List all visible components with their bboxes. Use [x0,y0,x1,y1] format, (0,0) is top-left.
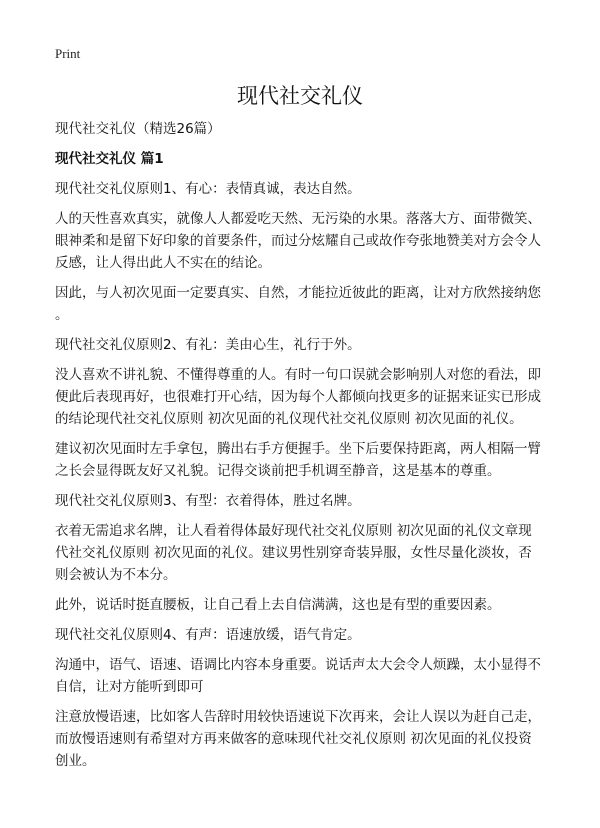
paragraph-line: 。 [55,307,69,323]
paragraph-line: 便此后表现再好，也很难打开心结，因为每个人都倾向找更多的证据来证实已形成 [55,389,541,405]
paragraph [55,706,555,772]
paragraph-line: 建议初次见面时左手拿包，腾出右手方便握手。坐下后要保持距离，两人相隔一臂 [55,441,541,457]
paragraph [55,594,555,616]
paragraph-line: 注意放慢语速，比如客人告辞时用较快语速说下次再来，会让人误以为赶自己走， [55,709,541,725]
document-subtitle: 现代社交礼仪（精选26篇） [55,121,221,137]
paragraph-line: 则会被认为不本分。 [55,567,177,583]
paragraph-line: 之长会显得既友好又礼貌。记得交谈前把手机调至静音，这是基本的尊重。 [55,463,501,479]
paragraph [55,178,555,200]
paragraph-line: 现代社交礼仪原则1、有心：表情真诚，表达自然。 [55,181,361,197]
paragraph-line: 的结论现代社交礼仪原则 初次见面的礼仪现代社交礼仪原则 初次见面的礼仪。 [55,411,523,427]
paragraph [55,282,555,326]
paragraph-list [55,178,555,772]
paragraph-line: 眼神柔和是留下好印象的首要条件，而过分炫耀自己或故作夸张地赞美对方会令人 [55,233,541,249]
paragraph-line: 代社交礼仪原则 初次见面的礼仪。建议男性别穿奇装异服，女性尽量化淡妆，否 [55,545,532,561]
paragraph-line: 因此，与人初次见面一定要真实、自然，才能拉近彼此的距离，让对方欣然接纳您 [55,285,541,301]
paragraph-line: 现代社交礼仪原则4、有声：语速放缓，语气肯定。 [55,627,361,643]
paragraph [55,364,555,430]
document-body [55,118,555,780]
paragraph-line: 人的天性喜欢真实，就像人人都爱吃天然、无污染的水果。落落大方、面带微笑、 [55,211,541,227]
paragraph [55,624,555,646]
paragraph-line: 衣着无需追求名牌，让人看着得体最好现代社交礼仪原则 初次见面的礼仪文章现 [55,523,532,539]
paragraph [55,208,555,274]
paragraph [55,438,555,482]
paragraph-line: 而放慢语速则有希望对方再来做客的意味现代社交礼仪原则 初次见面的礼仪投资 [55,731,532,747]
paragraph [55,490,555,512]
paragraph-line: 自信，让对方能听到即可 [55,679,204,695]
paragraph-line: 此外，说话时挺直腰板，让自己看上去自信满满，这也是有型的重要因素。 [55,597,501,613]
paragraph [55,654,555,698]
paragraph-line: 现代社交礼仪原则3、有型：衣着得体，胜过名牌。 [55,493,361,509]
paragraph-line: 现代社交礼仪原则2、有礼：美由心生，礼行于外。 [55,337,361,353]
paragraph-line: 创业。 [55,753,96,769]
section-heading: 现代社交礼仪 篇1 [55,151,164,167]
paragraph [55,520,555,586]
print-link[interactable]: Print [55,46,81,61]
paragraph-line: 没人喜欢不讲礼貌、不懂得尊重的人。有时一句口误就会影响别人对您的看法，即 [55,367,541,383]
paragraph-line: 反感，让人得出此人不实在的结论。 [55,255,271,271]
page-title: 现代社交礼仪 [237,84,363,108]
paragraph [55,334,555,356]
paragraph-line: 沟通中，语气、语速、语调比内容本身重要。说话声太大会令人烦躁，太小显得不 [55,657,541,673]
